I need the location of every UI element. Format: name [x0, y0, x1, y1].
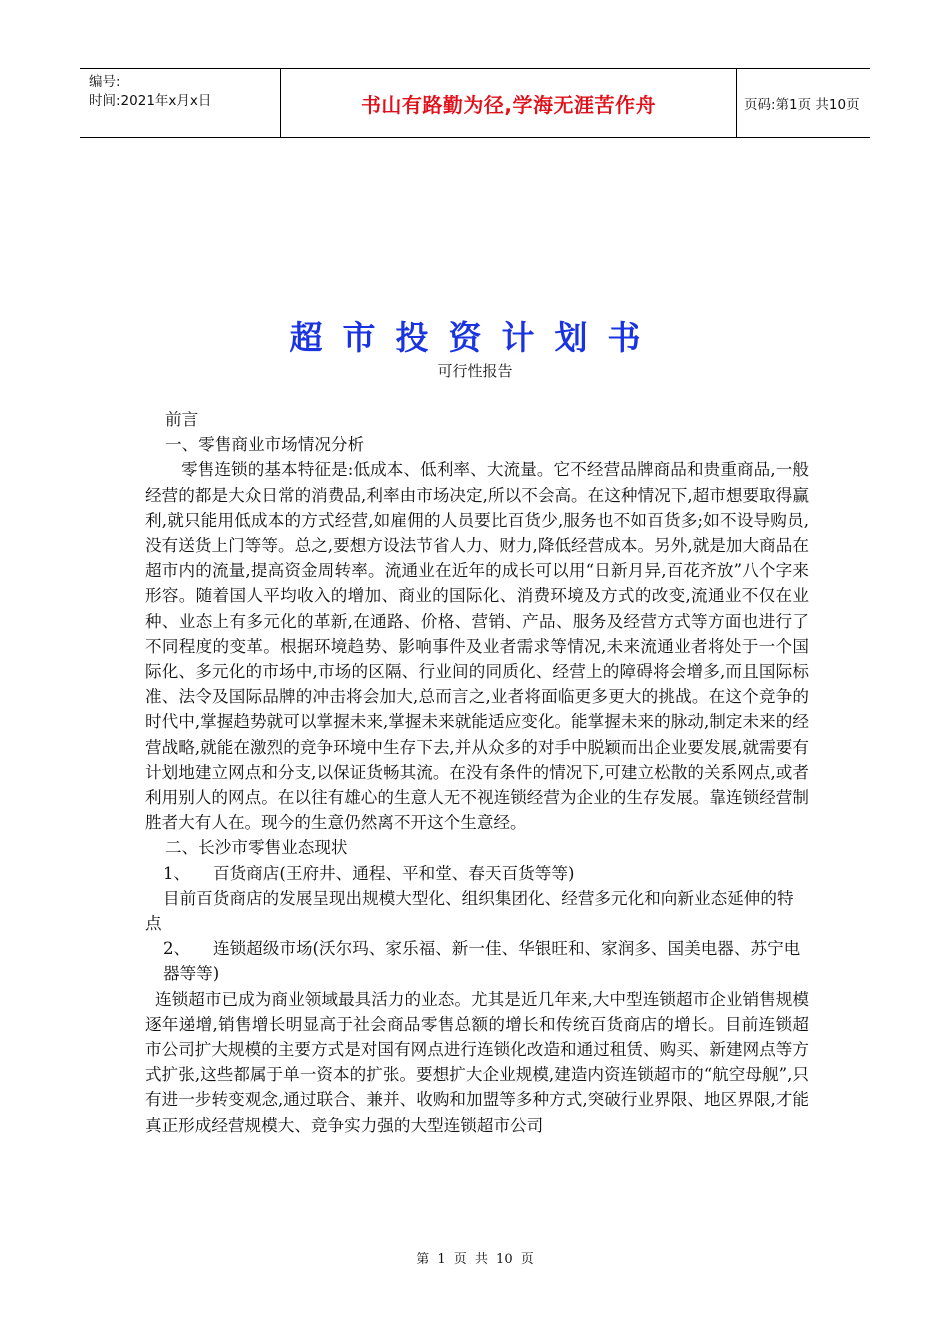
document-date: 时间:2021年x月x日	[89, 93, 212, 109]
list-item-number: 1、	[163, 863, 191, 883]
list-item-chain-supermarkets	[145, 936, 809, 986]
document-subtitle: 可行性报告	[437, 362, 513, 380]
header-motto: 书山有路勤为径,学海无涯苦作舟	[280, 69, 737, 137]
document-number-label: 编号:	[89, 74, 121, 90]
page-footer: 第 1 页 共 10 页	[416, 1252, 534, 1267]
preface-heading: 前言	[165, 410, 199, 429]
section1-heading: 一、零售商业市场情况分析	[165, 435, 365, 455]
document-title: 超市投资计划书	[289, 318, 661, 357]
document-body	[145, 407, 809, 1138]
department-stores-paragraph: 目前百货商店的发展呈现出规模大型化、组织集团化、经营多元化和向新业态延伸的特点	[145, 888, 794, 934]
list-item-text: 百货商店(王府井、通程、平和堂、春天百货等等)	[213, 863, 575, 883]
list-item-number: 2、	[163, 939, 191, 959]
header-meta	[80, 69, 280, 137]
section2-heading: 二、长沙市零售业态现状	[165, 838, 348, 858]
page-header	[80, 68, 870, 138]
section1-paragraph: 零售连锁的基本特征是:低成本、低利率、大流量。它不经营品牌商品和贵重商品,一般经营的都是大众日常的消费品,利率由市场决定,所以不会高。在这种情况下,超市想要取得赢利,就只能用低成本的方式经营,如雇佣的人员要比百货少,服务也不如百货多;如不设导购员,没有送货上门等等。总之,要想方设法节省人力、财力,降低经营成本。另外,就是加大商品在超市内的流量,提高资金周转率。流通业在近年的成长可以用“日新月异,百花齐放”八个字来形容。随着国人平均收入的增加、商业的国际化、消费环境及方式的改变,流通业不仅在业种、业态上有多元化的革新,在通路、价格、营销、产品、服务及经营方式等方面也进行了不同程度的变革。根据环境趋势、影响事件及业者需求等情况,未来流通业者将处于一个国际化、多元化的市场中,市场的区隔、行业间的同质化、经营上的障碍将会增多,而且国际标准、法令及国际品牌的冲击将会加大,总而言之,业者将面临更多更大的挑战。在这个竞争的时代中,掌握趋势就可以掌握未来,掌握未来就能适应变化。能掌握未来的脉动,制定未来的经营战略,就能在激烈的竞争环境中生存下去,并从众多的对手中脱颖而出企业要发展,就需要有计划地建立网点和分支,以保证货畅其流。在没有条件的情况下,可建立松散的关系网点,或者利用别人的网点。在以往有雄心的生意人无不视连锁经营为企业的生存发展。靠连锁经营制胜者大有人在。现今的生意仍然离不开这个生意经。	[145, 460, 809, 833]
list-item-department-stores	[145, 861, 809, 886]
header-page-info: 页码:第1页 共10页	[744, 97, 860, 113]
list-item-text: 连锁超级市场(沃尔玛、家乐福、新一佳、华银旺和、家润多、国美电器、苏宁电器等等)	[163, 939, 801, 984]
chain-supermarkets-paragraph: 连锁超市已成为商业领域最具活力的业态。尤其是近几年来,大中型连锁超市企业销售规模逐年递增,销售增长明显高于社会商品零售总额的增长和传统百货商店的增长。目前连锁超市公司扩大规模的主要方式是对国有网点进行连锁化改造和通过租赁、购买、新建网点等方式扩张,这些都属于单一资本的扩张。要想扩大企业规模,建造内资连锁超市的“航空母舰”,只有进一步转变观念,通过联合、兼并、收购和加盟等多种方式,突破行业界限、地区界限,才能真正形成经营规模大、竞争实力强的大型连锁超市公司	[145, 989, 809, 1135]
